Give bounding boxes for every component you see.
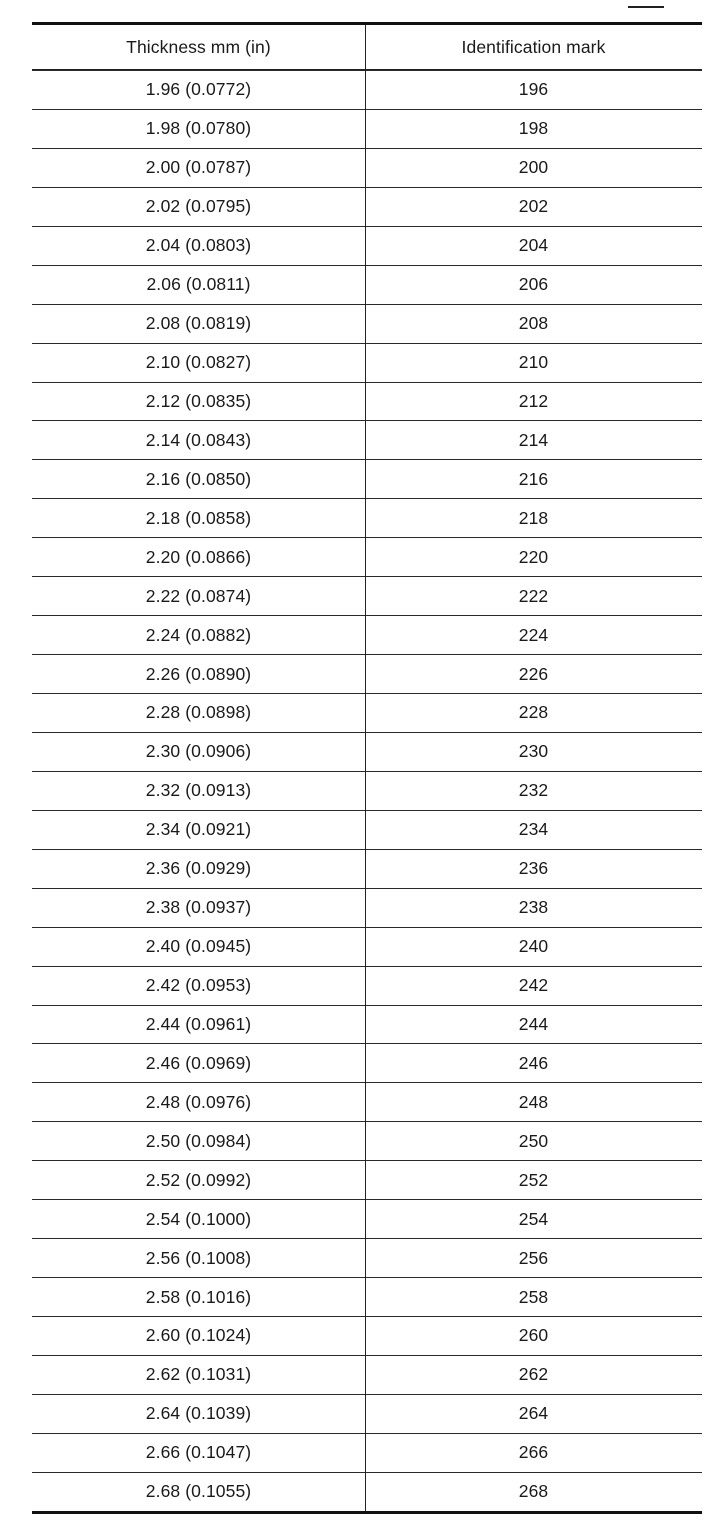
cell-thickness: 2.56 (0.1008) bbox=[145, 1247, 252, 1268]
cell-identification-mark: 200 bbox=[518, 157, 549, 178]
cell-identification-mark: 260 bbox=[518, 1325, 549, 1346]
table-row bbox=[32, 1316, 702, 1355]
cell-identification-mark: 198 bbox=[518, 118, 549, 139]
table-row bbox=[32, 226, 702, 265]
cell-thickness: 2.38 (0.0937) bbox=[145, 897, 252, 918]
cell-identification-mark: 246 bbox=[518, 1052, 549, 1073]
cell-thickness: 2.20 (0.0866) bbox=[145, 546, 252, 567]
table-row bbox=[32, 537, 702, 576]
table-row bbox=[32, 1160, 702, 1199]
cell-thickness: 2.48 (0.0976) bbox=[145, 1091, 252, 1112]
cell-thickness: 2.32 (0.0913) bbox=[145, 780, 252, 801]
cell-identification-mark: 232 bbox=[518, 780, 549, 801]
cell-identification-mark: 214 bbox=[518, 429, 549, 450]
cell-identification-mark: 196 bbox=[518, 79, 549, 100]
cell-thickness: 2.24 (0.0882) bbox=[145, 624, 252, 645]
table-row bbox=[32, 343, 702, 382]
table-row bbox=[32, 810, 702, 849]
cell-thickness: 2.58 (0.1016) bbox=[145, 1286, 252, 1307]
table-row bbox=[32, 148, 702, 187]
cell-thickness: 2.22 (0.0874) bbox=[145, 585, 252, 606]
cell-thickness: 2.00 (0.0787) bbox=[145, 157, 252, 178]
cell-thickness: 2.10 (0.0827) bbox=[145, 352, 252, 373]
table-row bbox=[32, 1082, 702, 1121]
table-row bbox=[32, 771, 702, 810]
shim-thickness-table bbox=[32, 22, 702, 1514]
cell-thickness: 2.04 (0.0803) bbox=[145, 235, 252, 256]
table-row bbox=[32, 1005, 702, 1044]
cell-thickness: 2.62 (0.1031) bbox=[145, 1364, 252, 1385]
table-row bbox=[32, 966, 702, 1005]
cell-identification-mark: 220 bbox=[518, 546, 549, 567]
table-row bbox=[32, 1394, 702, 1433]
cell-thickness: 2.28 (0.0898) bbox=[145, 702, 252, 723]
cell-thickness: 2.06 (0.0811) bbox=[146, 274, 251, 295]
table-row bbox=[32, 1472, 702, 1511]
cell-identification-mark: 234 bbox=[518, 819, 549, 840]
table-row bbox=[32, 849, 702, 888]
table-row bbox=[32, 109, 702, 148]
table-row bbox=[32, 615, 702, 654]
cell-identification-mark: 256 bbox=[518, 1247, 549, 1268]
table-row bbox=[32, 888, 702, 927]
column-divider bbox=[365, 25, 366, 1511]
page-corner-rule bbox=[628, 6, 664, 8]
table-row bbox=[32, 420, 702, 459]
table-header-row bbox=[32, 25, 702, 70]
cell-identification-mark: 226 bbox=[518, 663, 549, 684]
table-row bbox=[32, 187, 702, 226]
cell-identification-mark: 264 bbox=[518, 1403, 549, 1424]
cell-thickness: 2.44 (0.0961) bbox=[145, 1013, 252, 1034]
cell-thickness: 2.66 (0.1047) bbox=[145, 1442, 252, 1463]
cell-thickness: 2.46 (0.0969) bbox=[145, 1052, 252, 1073]
cell-identification-mark: 212 bbox=[518, 390, 549, 411]
cell-identification-mark: 238 bbox=[518, 897, 549, 918]
table-row bbox=[32, 70, 702, 109]
header-thickness: Thickness mm (in) bbox=[126, 36, 271, 57]
table-row bbox=[32, 1277, 702, 1316]
cell-identification-mark: 222 bbox=[518, 585, 549, 606]
cell-thickness: 2.42 (0.0953) bbox=[145, 975, 252, 996]
cell-thickness: 2.12 (0.0835) bbox=[145, 390, 252, 411]
cell-thickness: 2.36 (0.0929) bbox=[145, 858, 252, 879]
cell-identification-mark: 248 bbox=[518, 1091, 549, 1112]
cell-identification-mark: 218 bbox=[518, 507, 549, 528]
cell-thickness: 2.02 (0.0795) bbox=[145, 196, 252, 217]
cell-identification-mark: 258 bbox=[518, 1286, 549, 1307]
cell-thickness: 2.54 (0.1000) bbox=[145, 1208, 252, 1229]
cell-identification-mark: 254 bbox=[518, 1208, 549, 1229]
table-row bbox=[32, 304, 702, 343]
cell-identification-mark: 208 bbox=[518, 313, 549, 334]
table-row bbox=[32, 498, 702, 537]
cell-identification-mark: 250 bbox=[518, 1130, 549, 1151]
cell-identification-mark: 216 bbox=[518, 468, 549, 489]
table-row bbox=[32, 1433, 702, 1472]
cell-thickness: 2.16 (0.0850) bbox=[145, 468, 252, 489]
cell-thickness: 2.26 (0.0890) bbox=[145, 663, 252, 684]
cell-thickness: 1.96 (0.0772) bbox=[145, 79, 252, 100]
table-row bbox=[32, 732, 702, 771]
cell-thickness: 2.30 (0.0906) bbox=[145, 741, 252, 762]
table-row bbox=[32, 1121, 702, 1160]
cell-identification-mark: 252 bbox=[518, 1169, 549, 1190]
cell-thickness: 2.52 (0.0992) bbox=[145, 1169, 252, 1190]
table-row bbox=[32, 459, 702, 498]
cell-identification-mark: 268 bbox=[518, 1481, 549, 1502]
cell-identification-mark: 204 bbox=[518, 235, 549, 256]
cell-thickness: 2.08 (0.0819) bbox=[145, 313, 252, 334]
cell-thickness: 2.64 (0.1039) bbox=[145, 1403, 252, 1424]
cell-identification-mark: 266 bbox=[518, 1442, 549, 1463]
cell-thickness: 2.40 (0.0945) bbox=[145, 936, 252, 957]
cell-thickness: 2.34 (0.0921) bbox=[145, 819, 252, 840]
cell-identification-mark: 210 bbox=[518, 352, 549, 373]
table-row bbox=[32, 382, 702, 421]
cell-thickness: 2.68 (0.1055) bbox=[145, 1481, 252, 1502]
table-row bbox=[32, 1355, 702, 1394]
table-row bbox=[32, 927, 702, 966]
cell-thickness: 2.60 (0.1024) bbox=[145, 1325, 252, 1346]
cell-thickness: 2.18 (0.0858) bbox=[145, 507, 252, 528]
cell-identification-mark: 230 bbox=[518, 741, 549, 762]
table-row bbox=[32, 576, 702, 615]
cell-thickness: 2.14 (0.0843) bbox=[145, 429, 252, 450]
cell-identification-mark: 202 bbox=[518, 196, 549, 217]
cell-identification-mark: 228 bbox=[518, 702, 549, 723]
table-row bbox=[32, 1238, 702, 1277]
cell-identification-mark: 206 bbox=[518, 274, 549, 295]
table-row bbox=[32, 1199, 702, 1238]
table-row bbox=[32, 1043, 702, 1082]
cell-thickness: 1.98 (0.0780) bbox=[145, 118, 252, 139]
cell-identification-mark: 224 bbox=[518, 624, 549, 645]
table-row bbox=[32, 693, 702, 732]
cell-thickness: 2.50 (0.0984) bbox=[145, 1130, 252, 1151]
table-row bbox=[32, 654, 702, 693]
cell-identification-mark: 236 bbox=[518, 858, 549, 879]
table-row bbox=[32, 265, 702, 304]
cell-identification-mark: 262 bbox=[518, 1364, 549, 1385]
cell-identification-mark: 244 bbox=[518, 1013, 549, 1034]
header-identification-mark: Identification mark bbox=[461, 36, 606, 57]
cell-identification-mark: 240 bbox=[518, 936, 549, 957]
cell-identification-mark: 242 bbox=[518, 975, 549, 996]
